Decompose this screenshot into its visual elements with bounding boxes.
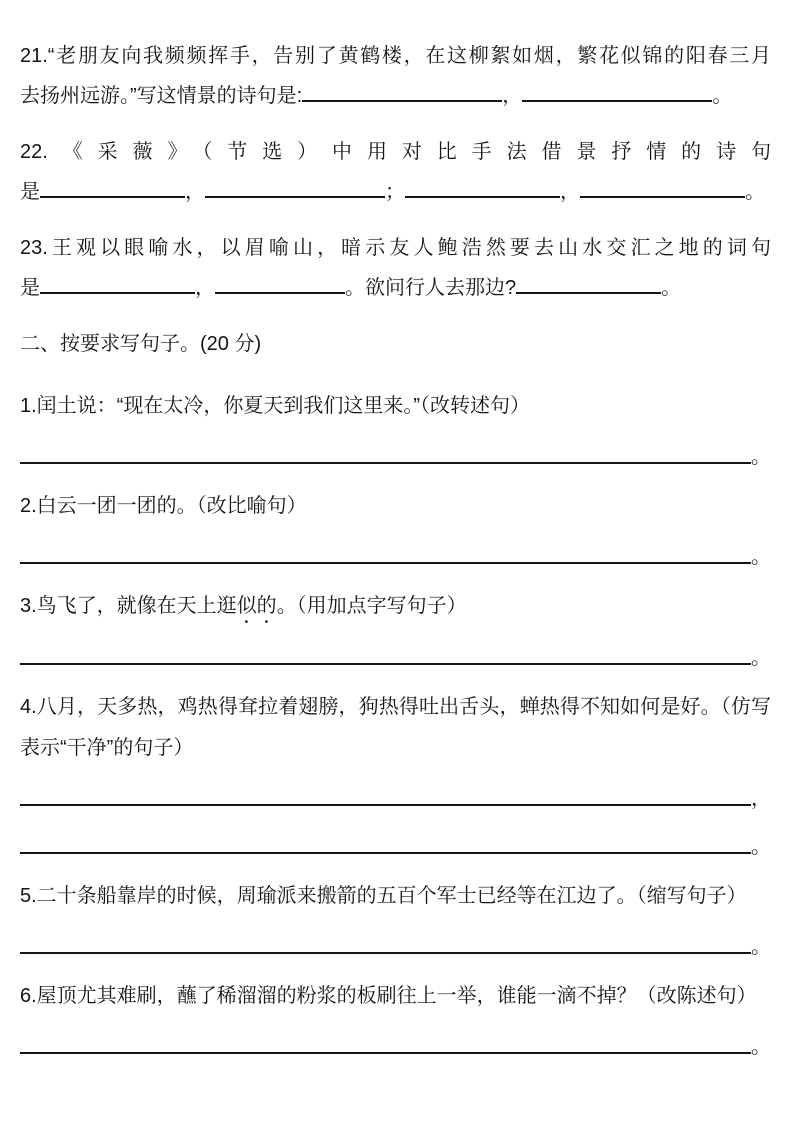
answer-blank [580, 176, 745, 198]
question-text: 是 [20, 277, 40, 299]
question-text: ， [185, 181, 205, 203]
question-text: 4.八月，天多热，鸡热得耷拉着翅膀，狗热得吐出舌头，蝉热得不知如何是好。（仿写表示“干净”的句子） [20, 696, 771, 759]
answer-rule [20, 936, 751, 954]
question-text: 。 [712, 85, 733, 107]
answer-line-punctuation: ， [751, 788, 771, 810]
rewrite-question [20, 687, 771, 858]
question-line [20, 228, 771, 268]
answer-line [20, 936, 771, 958]
section-heading: 二、按要求写句子。(20 分) [20, 333, 262, 355]
question-line [20, 268, 771, 308]
question-text: 21.“老朋友向我频频挥手，告别了黄鹤楼，在这柳絮如烟，繁花似锦的阳春三月 [20, 45, 771, 67]
question-line [20, 172, 771, 212]
question-text: ； [385, 181, 405, 203]
question-text: 去扬州远游。”写这情景的诗句是: [20, 85, 303, 107]
fill-question [20, 36, 771, 116]
fill-question [20, 228, 771, 308]
answer-blank [516, 272, 661, 294]
answer-line-punctuation: 。 [751, 936, 771, 958]
question-prompt [20, 876, 771, 917]
rewrite-question [20, 876, 771, 958]
question-line [20, 76, 771, 116]
answer-line-punctuation: 。 [751, 446, 771, 468]
answer-line [20, 836, 771, 858]
question-text: 6.屋顶尤其难刷，蘸了稀溜溜的粉浆的板刷往上一举，谁能一滴不掉？（改陈述句） [20, 985, 757, 1007]
question-text: 。欲问行人去那边? [345, 277, 517, 299]
answer-rule [20, 788, 751, 806]
question-text: 3.鸟飞了，就像在天上逛 [20, 595, 237, 617]
answer-blank [405, 176, 560, 198]
answer-rule [20, 546, 751, 564]
question-text: ， [560, 181, 580, 203]
answer-line-punctuation: 。 [751, 836, 771, 858]
rewrite-question [20, 386, 771, 468]
answer-rule [20, 647, 751, 665]
answer-blank [205, 176, 385, 198]
question-text: ， [502, 85, 523, 107]
question-prompt [20, 687, 771, 769]
fill-in-questions [20, 36, 771, 308]
fill-question [20, 132, 771, 212]
rewrite-question [20, 486, 771, 568]
question-text: ， [195, 277, 215, 299]
question-prompt [20, 976, 771, 1017]
question-line [20, 132, 771, 172]
answer-line-punctuation: 。 [751, 546, 771, 568]
answer-blank [215, 272, 345, 294]
answer-rule [20, 836, 751, 854]
answer-line [20, 647, 771, 669]
question-text: 1.闰土说：“现在太冷，你夏天到我们这里来。”（改转述句） [20, 395, 530, 417]
question-line [20, 36, 771, 76]
answer-line [20, 788, 771, 810]
rewrite-question [20, 976, 771, 1058]
rewrite-questions [20, 386, 771, 1058]
question-text: 。 [661, 277, 682, 299]
rewrite-question [20, 586, 771, 669]
answer-line-punctuation: 。 [751, 1036, 771, 1058]
answer-rule [20, 446, 751, 464]
dotted-text: 似的 [236, 595, 277, 617]
answer-line [20, 1036, 771, 1058]
answer-line [20, 446, 771, 468]
question-text: 22.《采薇》（节选）中用对比手法借景抒情的诗句 [20, 141, 771, 163]
question-prompt [20, 486, 771, 527]
question-text: 5.二十条船靠岸的时候，周瑜派来搬箭的五百个军士已经等在江边了。（缩写句子） [20, 885, 747, 907]
answer-line-punctuation: 。 [751, 647, 771, 669]
question-text: 。 [745, 181, 765, 203]
answer-rule [20, 1036, 751, 1054]
question-text: 是 [20, 181, 40, 203]
answer-line [20, 546, 771, 568]
question-text: 2.白云一团一团的。（改比喻句） [20, 495, 307, 517]
answer-blank [522, 80, 712, 102]
answer-blank [302, 80, 502, 102]
question-prompt [20, 386, 771, 427]
answer-blank [40, 272, 195, 294]
question-text: 23.王观以眼喻水，以眉喻山，暗示友人鲍浩然要去山水交汇之地的词句 [20, 237, 771, 259]
question-prompt [20, 586, 771, 628]
answer-blank [40, 176, 185, 198]
question-text: 。（用加点字写句子） [276, 595, 467, 617]
